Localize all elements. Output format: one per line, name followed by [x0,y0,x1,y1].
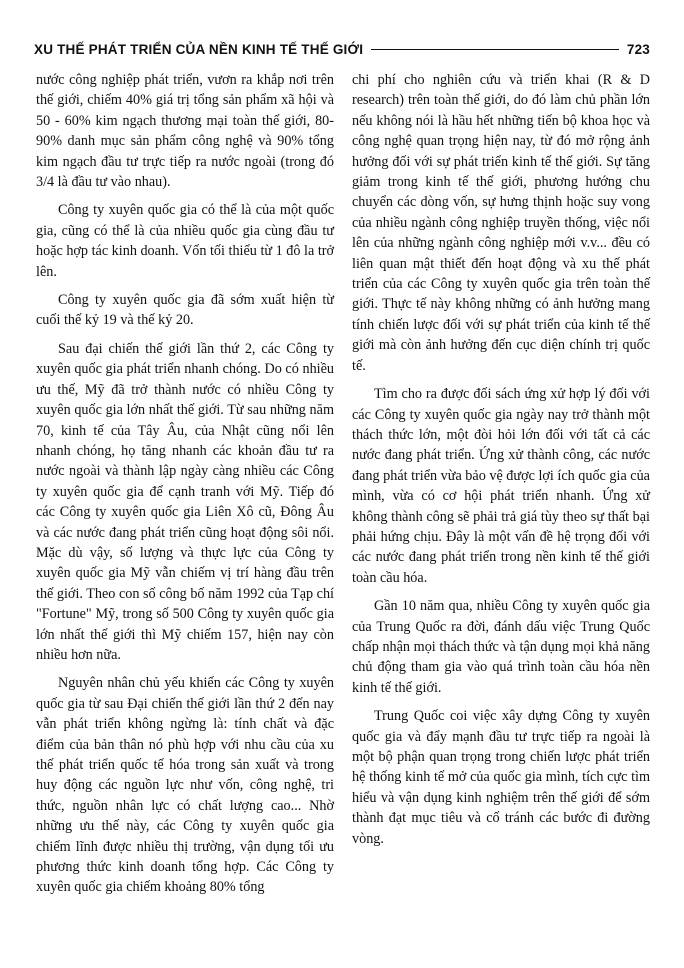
paragraph: Công ty xuyên quốc gia có thể là của một quốc gia, cũng có thể là của nhiều quốc gia cùng đầu tư hoặc hợp tác kinh doanh. Vốn tối thiểu từ 1 đô la trở lên. [36,202,334,280]
header-rule [371,49,619,50]
paragraph: Tìm cho ra được đối sách ứng xử hợp lý đối với các Công ty xuyên quốc gia ngày nay trở thành một thách thức lớn, một đòi hỏi lớn đối với tất cả các nước đang phát triển. Ứng xử thành công, các nước đang phát triển vừa bảo vệ được lợi ích quốc gia của mình, vừa có cơ hội phát triển nhanh. Ứng xử không thành công sẽ phải trả giá tùy theo sự thất bại phải hứng chịu. Đây là một vấn đề hệ trọng đối với các nước đang phát triển trong nền kinh tế thế giới toàn cầu hóa. [352,386,650,586]
chapter-title: XU THẾ PHÁT TRIỂN CỦA NỀN KINH TẾ THẾ GIỚI [34,41,364,57]
left-column [36,70,334,906]
paragraph: Trung Quốc coi việc xây dựng Công ty xuyên quốc gia và đẩy mạnh đầu tư trực tiếp ra ngoài là một bộ phận quan trọng trong chiến lược phát triển hệ thống kinh tế mở của quốc gia mình, tích cực tìm hiểu và vận dụng kinh nghiệm trên thế giới để sớm thành đạt mục tiêu và cố tránh các bước đi đường vòng. [352,708,650,847]
paragraph: chi phí cho nghiên cứu và triển khai (R & D research) trên toàn thế giới, do đó làm chủ phần lớn nếu không nói là hầu hết những tiến bộ khoa học và công nghệ quan trọng hiện nay, từ đó mở rộng ảnh hưởng đối với sự phát triển kinh tế thế giới. Sự tăng giảm trong kinh tế thế giới, phương hướng chu chuyển các dòng vốn, sự hưng thịnh hoặc suy vong của nhiều ngành công nghiệp truyền thống, việc nổi lên của những ngành công nghiệp mới v.v... đều có liên quan mật thiết đến hoạt động và xu thế phát triển của các Công ty xuyên quốc gia trên toàn thế giới. Thực tế này không những có ảnh hưởng mang tính chiến lược đối với sự phát triển của kinh tế thế giới mà còn ảnh hưởng đến cục diện chính trị quốc tế. [352,72,650,374]
paragraph: Sau đại chiến thế giới lần thứ 2, các Công ty xuyên quốc gia phát triển nhanh chóng. Do có nhiều ưu thế, Mỹ đã trở thành nước có nhiều Công ty xuyên quốc gia lớn nhất thế giới. Từ sau những năm 70, kinh tế của Tây Âu, của Nhật cũng nổi lên nhanh chóng, họ tăng nhanh các khoản đầu tư ra nước ngoài và thành lập ngày càng nhiều các Công ty xuyên quốc gia để cạnh tranh với Mỹ. Tiếp đó các Công ty xuyên quốc gia Liên Xô cũ, Đông Âu và các nước đang phát triển cũng hoạt động sôi nổi. Mặc dù vậy, số lượng và thực lực của Công ty xuyên quốc gia Mỹ vẫn chiếm vị trí hàng đầu trên thế giới. Theo con số công bố năm 1992 của Tạp chí "Fortune" Mỹ, trong số 500 Công ty xuyên quốc gia lớn nhất thế giới thì Mỹ chiếm 157, hiện nay còn nhiều hơn nữa. [36,340,334,663]
right-column [352,70,650,857]
paragraph: Gần 10 năm qua, nhiều Công ty xuyên quốc gia của Trung Quốc ra đời, đánh dấu việc Trung Quốc chấp nhận mọi thách thức và tận dụng mọi khả năng chủ động tham gia vào quá trình toàn cầu hóa nền kinh tế thế giới. [352,598,650,696]
paragraph: nước công nghiệp phát triển, vươn ra khắp nơi trên thế giới, chiếm 40% giá trị tổng sản phẩm xã hội và 50 - 60% kim ngạch thương mại toàn thế giới, 80- 90% danh mục sản phẩm công nghệ và 90% tổng kim ngạch đầu tư trực tiếp ra nước ngoài (trong đó 3/4 là đầu tư vào nhau). [36,72,334,191]
page-number: 723 [626,41,650,57]
paragraph: Công ty xuyên quốc gia đã sớm xuất hiện từ cuối thế kỷ 19 và thế kỷ 20. [36,292,334,329]
running-header [34,38,650,60]
paragraph: Nguyên nhân chủ yếu khiến các Công ty xuyên quốc gia từ sau Đại chiến thế giới lần thứ 2 đến nay vẫn phát triển không ngừng là: tính chất và đặc điểm của bản thân nó phù hợp với nhu cầu của xu thế phát triển quốc tế hóa trong sản xuất và trong huy động các nguồn lực như vốn, công nghệ, tri thức, nguồn nhân lực có chất lượng cao... Nhờ những ưu thế này, các Công ty xuyên quốc gia chiếm lĩnh được nhiều thị trường, vận dụng tối ưu phương thức kinh doanh tổng hợp. Các Công ty xuyên quốc gia chiếm khoảng 80% tổng [36,675,334,896]
